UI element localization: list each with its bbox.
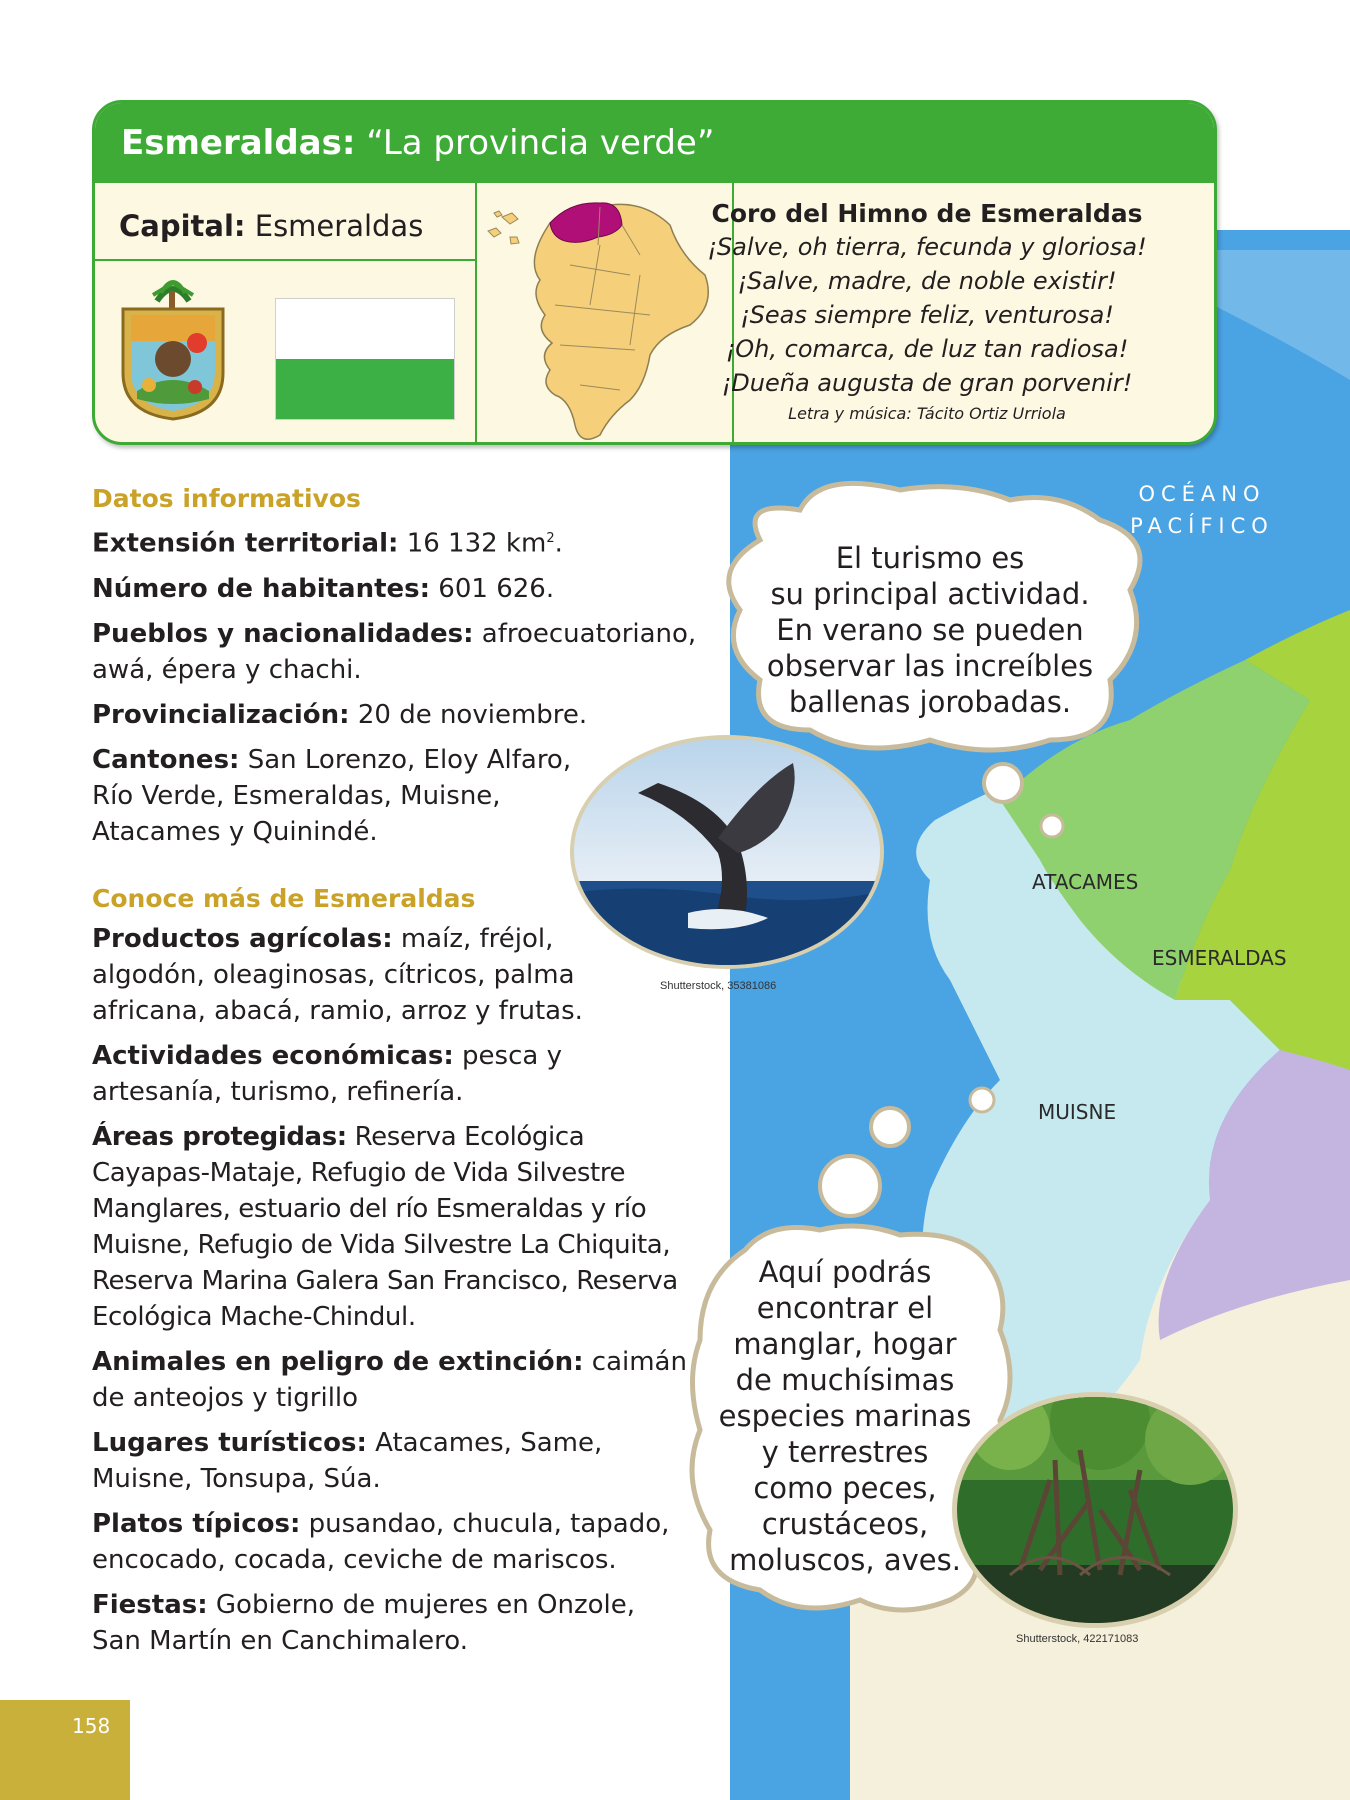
bubble-line: Aquí podrás [758,1255,932,1289]
fact-value: 16 132 km [406,528,547,559]
divider [475,183,477,445]
fact-label: Extensión territorial: [92,528,399,559]
fact-label: Fiestas: [92,1589,208,1620]
bubble-1-text [745,540,1115,720]
fact-lugares [92,1425,612,1497]
bubble-line: y terrestres [761,1435,929,1469]
section-heading: Conoce más de Esmeraldas [92,883,476,913]
ocean-line: OCÉANO [1138,482,1266,506]
bubble-line: crustáceos, [761,1507,929,1541]
anthem-line: ¡Salve, oh tierra, fecunda y gloriosa! [707,233,1147,261]
divider [95,259,475,261]
section-heading: Datos informativos [92,484,361,513]
bubble-line: En verano se pueden [776,613,1084,647]
bubble-line: como peces, [753,1471,937,1505]
fact-provincializacion [92,697,712,733]
fact-value: San Lorenzo, Eloy Alfaro, Río Verde, Esmeraldas, Muisne, Atacames y Quinindé. [92,744,572,847]
photo-credit: Shutterstock, 35381086 [660,980,777,992]
card-title-bold: Esmeraldas: [121,123,356,163]
bubble-line: su principal actividad. [770,577,1090,611]
map-label-atacames: ATACAMES [1032,870,1139,894]
page-number: 158 [72,1714,111,1738]
anthem-title: Coro del Himno de Esmeraldas [711,199,1143,228]
photo-credit: Shutterstock, 422171083 [1016,1633,1139,1645]
fact-label: Lugares turísticos: [92,1427,367,1458]
facts-column [92,484,712,1668]
fact-value: 20 de noviembre. [357,699,588,730]
ocean-label [1102,478,1302,542]
fact-label: Áreas protegidas: [92,1121,347,1152]
province-flag [275,298,455,420]
fact-value: afroecuatoriano, awá, épera y chachi. [92,618,697,685]
anthem-block [647,199,1207,423]
map-label-muisne: MUISNE [1038,1100,1117,1124]
bubble-line: encontrar el [756,1291,934,1325]
fact-value: 601 626. [438,573,555,604]
capital-label: Capital: [119,209,246,243]
fact-value: caimán de anteojos y tigrillo [92,1346,687,1413]
page-number-bar [0,1700,130,1800]
fact-end: . [554,528,563,559]
bubble-line: de muchísimas [735,1363,955,1397]
ocean-line: PACÍFICO [1130,514,1274,538]
fact-label: Platos típicos: [92,1508,301,1539]
fact-extension [92,521,712,562]
fact-label: Provincialización: [92,699,350,730]
fact-value: pusandao, chucula, tapado, encocado, cocada, ceviche de mariscos. [92,1508,670,1575]
fact-cantones [92,742,592,850]
whale-photo [568,733,886,971]
fact-habitantes [92,571,712,607]
fact-fiestas [92,1587,692,1659]
fact-value: Reserva Ecológica Cayapas-Mataje, Refugio de Vida Silvestre Manglares, estuario del río Esmeraldas y río Muisne, Refugio de Vida Silvestre La Chiquita, Reserva Marina Galera San Francisco, Reserva Ecológica Mache-Chindul. [92,1121,678,1332]
fact-value: maíz, fréjol, algodón, oleaginosas, cítricos, palma africana, abacá, ramio, arroz y frutas. [92,923,583,1026]
anthem-line: ¡Seas siempre feliz, venturosa! [740,301,1114,329]
bubble-2-text [705,1254,985,1578]
fact-pueblos [92,616,712,688]
fact-label: Número de habitantes: [92,573,431,604]
card-title-rest: “La provincia verde” [366,123,715,163]
fact-value: pesca y artesanía, turismo, refinería. [92,1040,562,1107]
capital-value: Esmeraldas [254,209,424,243]
fact-platos [92,1506,702,1578]
anthem-line: ¡Oh, comarca, de luz tan radiosa! [725,335,1129,363]
fact-label: Cantones: [92,744,240,775]
bubble-line: observar las increíbles [766,649,1094,683]
fact-productos [92,921,632,1029]
capital [119,209,423,243]
fact-label: Pueblos y nacionalidades: [92,618,474,649]
fact-value: Gobierno de mujeres en Onzole, San Martín en Canchimalero. [92,1589,636,1656]
card-title [95,103,1214,183]
fact-animales [92,1344,702,1416]
bubble-line: ballenas jorobadas. [788,685,1072,719]
mangrove-photo [950,1390,1240,1630]
bubble-line: especies marinas [718,1399,972,1433]
province-info-card [92,100,1217,445]
fact-sup: 2 [546,531,555,546]
fact-value: Atacames, Same, Muisne, Tonsupa, Súa. [92,1427,603,1494]
fact-actividades [92,1038,582,1110]
anthem-line: ¡Dueña augusta de gran porvenir! [721,369,1133,397]
anthem-line: ¡Salve, madre, de noble existir! [737,267,1117,295]
map-label-esmeraldas: ESMERALDAS [1152,946,1287,970]
fact-label: Animales en peligro de extinción: [92,1346,584,1377]
bubble-line: moluscos, aves. [729,1543,961,1577]
bubble-line: El turismo es [835,541,1025,575]
anthem-credit: Letra y música: Tácito Ortiz Urriola [788,404,1066,423]
fact-label: Actividades económicas: [92,1040,454,1071]
fact-areas [92,1119,702,1335]
coat-of-arms-icon [119,273,227,421]
fact-label: Productos agrícolas: [92,923,393,954]
bubble-line: manglar, hogar [733,1327,957,1361]
